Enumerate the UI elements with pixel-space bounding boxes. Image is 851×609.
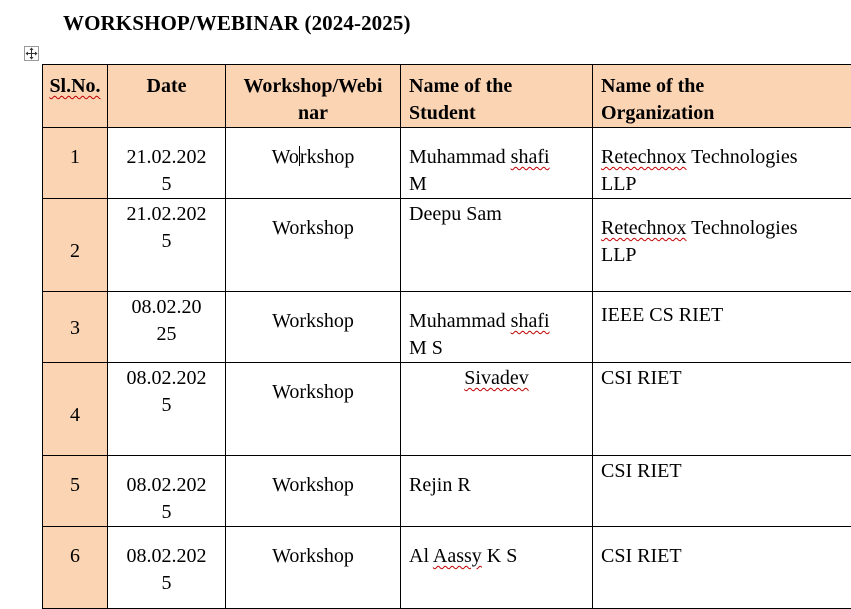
- cell-sl-no[interactable]: [43, 527, 108, 609]
- student-misspelled: shafi: [511, 310, 550, 332]
- student-misspelled: shafi: [511, 146, 550, 168]
- document-title: WORKSHOP/WEBINAR (2024-2025): [63, 11, 411, 36]
- date-line2: 5: [108, 499, 225, 526]
- table-row: [43, 128, 851, 199]
- date-line1: 21.02.202: [108, 144, 225, 171]
- header-date-label: Date: [108, 65, 225, 100]
- sl-no-value: 6: [43, 527, 107, 570]
- table-row: [43, 527, 851, 609]
- org-line2: LLP: [601, 171, 851, 198]
- student-name: Rejin R: [409, 456, 592, 499]
- cell-type[interactable]: [226, 456, 401, 527]
- org-rest: Technologies: [687, 146, 798, 168]
- org-name: CSI RIET: [601, 456, 851, 485]
- header-org-line1: Name of the: [601, 73, 851, 100]
- workshop-table: [42, 64, 851, 609]
- student-first: Al: [409, 545, 433, 567]
- cell-organization[interactable]: [593, 128, 851, 199]
- date-line1: 08.02.202: [108, 365, 225, 392]
- header-student-line2: Student: [409, 100, 592, 127]
- cell-student[interactable]: [401, 527, 593, 609]
- student-last: M S: [409, 335, 592, 362]
- date-line2: 5: [108, 228, 225, 255]
- table-row: [43, 456, 851, 527]
- header-organization[interactable]: [593, 65, 851, 128]
- header-org-line2: Organization: [601, 100, 851, 127]
- date-line1: 08.02.202: [108, 543, 225, 570]
- cell-date[interactable]: [108, 292, 226, 363]
- cell-date[interactable]: [108, 363, 226, 456]
- type-text: Workshop: [226, 527, 400, 570]
- header-date[interactable]: [108, 65, 226, 128]
- cell-student[interactable]: [401, 292, 593, 363]
- date-line1: 08.02.20: [108, 294, 225, 321]
- cell-date[interactable]: [108, 527, 226, 609]
- student-first: Muhammad: [409, 310, 511, 332]
- cell-student[interactable]: [401, 199, 593, 292]
- table-header-row: [43, 65, 851, 128]
- header-type[interactable]: [226, 65, 401, 128]
- cell-sl-no[interactable]: [43, 456, 108, 527]
- date-line2: 5: [108, 171, 225, 198]
- org-line2: LLP: [601, 242, 851, 269]
- header-sl-no[interactable]: [43, 65, 108, 128]
- org-misspelled: Retechnox: [601, 217, 687, 239]
- cell-organization[interactable]: [593, 456, 851, 527]
- cell-type[interactable]: [226, 292, 401, 363]
- cell-student[interactable]: [401, 456, 593, 527]
- cell-type[interactable]: [226, 363, 401, 456]
- header-type-line2: nar: [226, 100, 400, 127]
- date-line2: 5: [108, 570, 225, 597]
- student-name: Sivadev: [464, 367, 528, 389]
- cell-organization[interactable]: [593, 527, 851, 609]
- org-name: CSI RIET: [601, 363, 851, 392]
- cell-type[interactable]: [226, 199, 401, 292]
- type-text: Workshop: [226, 292, 400, 335]
- org-name: IEEE CS RIET: [601, 292, 851, 329]
- header-type-line1: Workshop/Webi: [226, 73, 400, 100]
- header-student[interactable]: [401, 65, 593, 128]
- table-move-handle[interactable]: [24, 46, 39, 61]
- cell-sl-no[interactable]: [43, 128, 108, 199]
- sl-no-value: 1: [43, 128, 107, 171]
- student-last: K S: [482, 545, 518, 567]
- cell-date[interactable]: [108, 199, 226, 292]
- cell-organization[interactable]: [593, 292, 851, 363]
- type-text: Workshop: [226, 363, 400, 406]
- cell-organization[interactable]: [593, 199, 851, 292]
- type-text-part2: rkshop: [300, 146, 354, 168]
- student-misspelled: Aassy: [433, 545, 482, 567]
- type-text-part1: Wo: [272, 146, 299, 168]
- student-name: Deepu Sam: [409, 199, 592, 228]
- cell-student[interactable]: [401, 128, 593, 199]
- move-arrows-icon: [25, 47, 38, 60]
- date-line2: 25: [108, 321, 225, 348]
- org-rest: Technologies: [687, 217, 798, 239]
- header-student-line1: Name of the: [409, 73, 592, 100]
- table-row: [43, 292, 851, 363]
- cell-date[interactable]: [108, 128, 226, 199]
- sl-no-value: 3: [43, 292, 107, 342]
- cell-sl-no[interactable]: [43, 199, 108, 292]
- cell-student[interactable]: [401, 363, 593, 456]
- sl-no-value: 5: [43, 456, 107, 499]
- sl-no-value: 4: [43, 363, 107, 429]
- table-row: [43, 363, 851, 456]
- cell-organization[interactable]: [593, 363, 851, 456]
- cell-sl-no[interactable]: [43, 363, 108, 456]
- cell-type[interactable]: [226, 527, 401, 609]
- cell-type[interactable]: [226, 128, 401, 199]
- table-row: [43, 199, 851, 292]
- cell-date[interactable]: [108, 456, 226, 527]
- student-first: Muhammad: [409, 146, 511, 168]
- org-misspelled: Retechnox: [601, 146, 687, 168]
- date-line2: 5: [108, 392, 225, 419]
- cell-sl-no[interactable]: [43, 292, 108, 363]
- org-name: CSI RIET: [601, 527, 851, 570]
- sl-no-value: 2: [43, 199, 107, 265]
- type-text: Workshop: [226, 456, 400, 499]
- student-last: M: [409, 171, 592, 198]
- type-text: Workshop: [226, 199, 400, 242]
- header-sl-no-label: Sl.No.: [49, 65, 100, 100]
- date-line1: 21.02.202: [108, 201, 225, 228]
- date-line1: 08.02.202: [108, 472, 225, 499]
